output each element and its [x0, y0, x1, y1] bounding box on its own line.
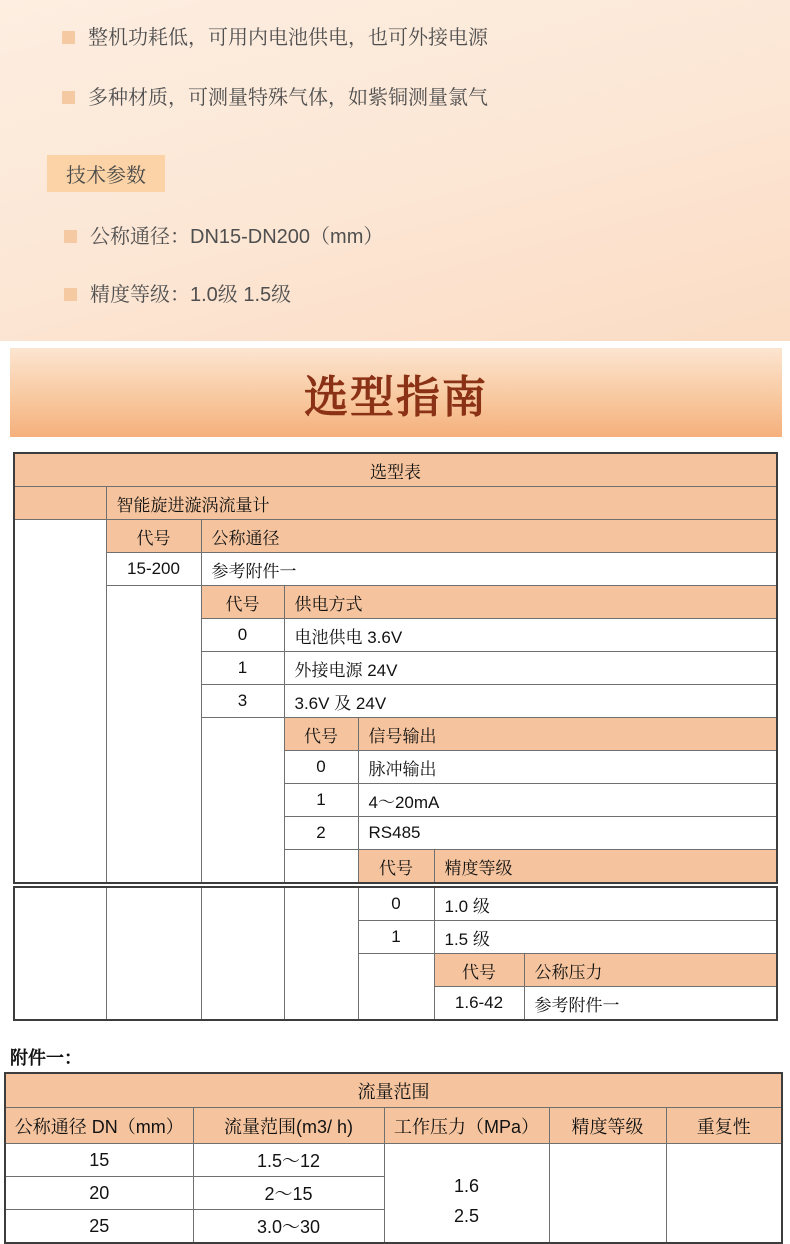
tech-param-text: 精度等级：1.0级 1.5级 — [90, 284, 292, 306]
empty-cell — [201, 718, 284, 884]
table-row — [5, 1073, 782, 1108]
code-header-cell: 代号 — [358, 850, 434, 884]
code-cell: 3 — [201, 685, 284, 718]
flow-cell: 1.5～12 — [193, 1144, 384, 1177]
column-header: 工作压力（MPa） — [384, 1108, 549, 1144]
code-cell: 0 — [284, 751, 358, 784]
table-title-cell: 流量范围 — [5, 1073, 782, 1108]
product-name-cell: 智能旋进漩涡流量计 — [106, 487, 777, 520]
dn-cell: 25 — [5, 1210, 193, 1244]
table-row — [5, 1144, 782, 1177]
repeatability-cell — [666, 1144, 782, 1244]
table-row — [14, 586, 777, 619]
accuracy-cell — [549, 1144, 666, 1244]
tech-param-text: 公称通径：DN15-DN200（mm） — [90, 226, 384, 248]
empty-cell — [14, 887, 106, 1020]
desc-cell: 参考附件一 — [524, 987, 777, 1021]
level-header-cell: 公称通径 — [201, 520, 777, 553]
working-pressure-cell — [384, 1144, 549, 1244]
dn-cell: 20 — [5, 1177, 193, 1210]
desc-cell: 电池供电 3.6V — [284, 619, 777, 652]
code-cell: 1 — [284, 784, 358, 817]
desc-cell: 3.6V 及 24V — [284, 685, 777, 718]
bullet-square-icon — [64, 230, 77, 243]
tech-params-badge: 技术参数 — [47, 155, 165, 192]
attachment-label: 附件一： — [10, 1048, 82, 1068]
dn-cell: 15 — [5, 1144, 193, 1177]
empty-cell — [14, 487, 106, 520]
code-header-cell: 代号 — [201, 586, 284, 619]
feature-text: 整机功耗低，可用内电池供电，也可外接电源 — [88, 27, 488, 49]
bullet-square-icon — [62, 31, 75, 44]
level-header-cell: 精度等级 — [434, 850, 777, 884]
desc-cell: 外接电源 24V — [284, 652, 777, 685]
desc-cell: 1.5 级 — [434, 921, 777, 954]
selection-table — [13, 452, 778, 884]
feature-text: 多种材质，可测量特殊气体，如紫铜测量氯气 — [88, 87, 488, 109]
pressure-value: 1.6 — [453, 1176, 480, 1196]
code-cell: 2 — [284, 817, 358, 850]
level-header-cell: 信号输出 — [358, 718, 777, 751]
bullet-square-icon — [62, 91, 75, 104]
flow-cell: 3.0～30 — [193, 1210, 384, 1244]
code-cell: 0 — [201, 619, 284, 652]
hero-section — [0, 0, 790, 341]
feature-item — [62, 86, 488, 110]
desc-cell: 参考附件一 — [201, 553, 777, 586]
column-header: 精度等级 — [549, 1108, 666, 1144]
desc-cell: 脉冲输出 — [358, 751, 777, 784]
empty-cell — [284, 850, 358, 884]
table-row — [14, 887, 777, 921]
code-header-cell: 代号 — [434, 954, 524, 987]
column-header: 公称通径 DN（mm） — [5, 1108, 193, 1144]
code-cell: 1 — [201, 652, 284, 685]
table-row — [14, 520, 777, 553]
empty-cell — [106, 586, 201, 884]
level-header-cell: 公称压力 — [524, 954, 777, 987]
empty-cell — [284, 887, 358, 1020]
selection-table-continued — [13, 886, 778, 1021]
feature-item — [62, 26, 488, 50]
code-header-cell: 代号 — [106, 520, 201, 553]
column-header: 重复性 — [666, 1108, 782, 1144]
column-header: 流量范围(m3/ h) — [193, 1108, 384, 1144]
pressure-value: 2.5 — [453, 1206, 480, 1226]
empty-cell — [201, 887, 284, 1020]
table-row — [14, 453, 777, 487]
bullet-square-icon — [64, 288, 77, 301]
desc-cell: 1.0 级 — [434, 887, 777, 921]
code-cell: 1.6-42 — [434, 987, 524, 1021]
empty-cell — [106, 887, 201, 1020]
code-cell: 1 — [358, 921, 434, 954]
table-row — [14, 553, 777, 586]
flow-range-table — [4, 1072, 783, 1244]
tech-param-item — [64, 283, 291, 307]
table-row — [5, 1108, 782, 1144]
empty-cell — [358, 954, 434, 1021]
empty-cell — [14, 520, 106, 884]
desc-cell: 4～20mA — [358, 784, 777, 817]
desc-cell: RS485 — [358, 817, 777, 850]
level-header-cell: 供电方式 — [284, 586, 777, 619]
tech-param-item — [64, 225, 383, 249]
code-header-cell: 代号 — [284, 718, 358, 751]
table-title-cell: 选型表 — [14, 453, 777, 487]
flow-cell: 2～15 — [193, 1177, 384, 1210]
code-cell: 0 — [358, 887, 434, 921]
banner-title: 选型指南 — [304, 372, 488, 422]
table-row — [14, 487, 777, 520]
selection-guide-banner — [10, 348, 782, 437]
code-cell: 15-200 — [106, 553, 201, 586]
